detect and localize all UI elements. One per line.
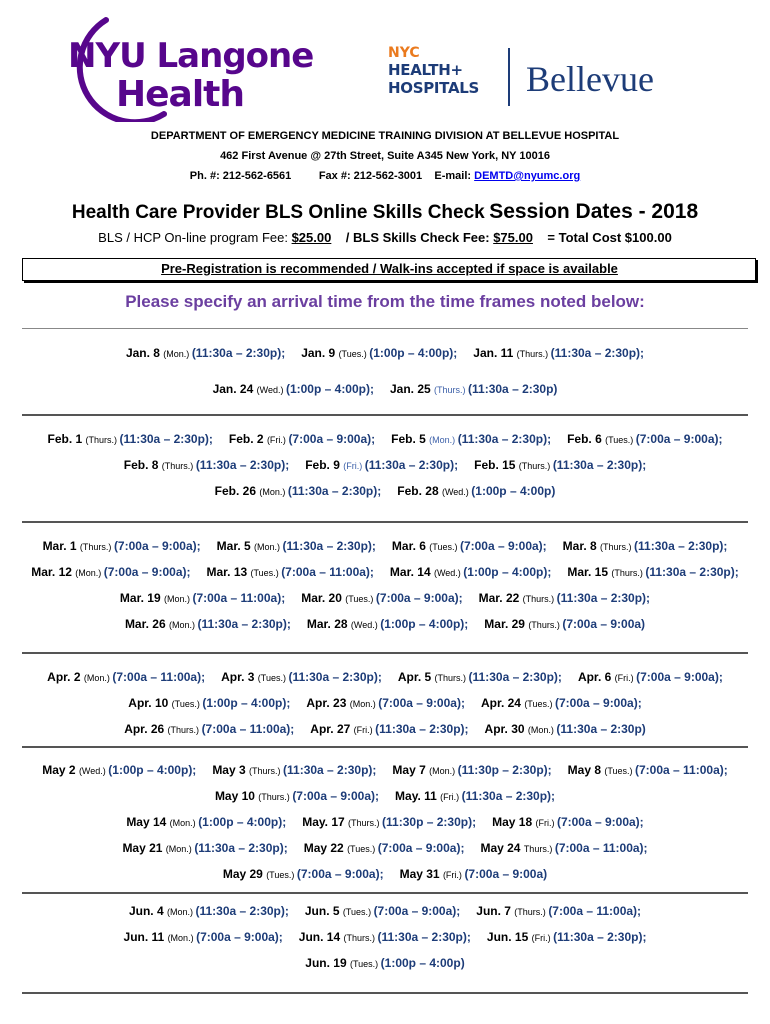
session-date: Feb. 5 xyxy=(391,432,430,446)
session-date: Jun. 14 xyxy=(298,930,344,944)
session-time: (7:00a – 11:00a); xyxy=(112,670,206,684)
session-time: (11:30a – 2:30p); xyxy=(556,591,651,605)
schedule-row-apr xyxy=(0,670,770,684)
schedule-row-apr xyxy=(0,696,770,710)
session-time: (11:30a – 2:30p); xyxy=(282,539,376,553)
session-date: Apr. 30 xyxy=(484,722,528,736)
session-entry xyxy=(563,539,728,553)
session-weekday: (Fri.) xyxy=(531,933,554,943)
session-time: (11:30a – 2:30p); xyxy=(377,930,471,944)
session-weekday: (Mon.) xyxy=(163,349,192,359)
session-date: Feb. 9 xyxy=(305,458,344,472)
session-time: (11:30a – 2:30p); xyxy=(288,670,382,684)
session-weekday: (Fri.) xyxy=(353,725,376,735)
session-time: (7:00a – 9:00a); xyxy=(196,930,283,944)
nyu-langone-logo xyxy=(46,14,314,122)
session-weekday: (Mon.) xyxy=(163,594,193,604)
session-date: May 31 xyxy=(399,867,443,881)
session-entry xyxy=(120,591,285,605)
session-date: Apr. 6 xyxy=(577,670,615,684)
session-weekday: (Tues.) xyxy=(257,673,289,683)
session-weekday: (Tues.) xyxy=(171,699,203,709)
session-time: (1:00p – 4:00p) xyxy=(380,956,465,970)
session-date: Mar. 19 xyxy=(119,591,164,605)
schedule-row-may xyxy=(0,763,770,777)
session-weekday: (Wed.) xyxy=(256,385,286,395)
session-time: (1:00p – 4:00p); xyxy=(202,696,291,710)
session-date: Feb. 26 xyxy=(214,484,260,498)
session-weekday: (Mon.) xyxy=(83,673,113,683)
session-entry xyxy=(305,458,458,472)
session-weekday: (Wed.) xyxy=(350,620,381,630)
page-title xyxy=(0,200,770,224)
session-weekday: (Thurs.) xyxy=(85,435,120,445)
session-entry xyxy=(206,565,373,579)
session-entry xyxy=(306,696,465,710)
session-weekday: (Mon.) xyxy=(165,844,195,854)
session-entry xyxy=(43,539,201,553)
session-date: Jan. 24 xyxy=(212,382,257,396)
department-address: 462 First Avenue @ 27th Street, Suite A345 New York, NY 10016 xyxy=(220,150,550,162)
session-date: May 8 xyxy=(567,763,605,777)
session-time: (11:30a – 2:30p); xyxy=(634,539,728,553)
session-time: (7:00a – 9:00a); xyxy=(554,696,642,710)
session-time: (11:30a – 2:30p); xyxy=(119,432,213,446)
title-part2: Session Dates - 2018 xyxy=(489,200,699,223)
session-entry xyxy=(301,346,457,360)
session-weekday: (Fri.) xyxy=(614,673,637,683)
session-entry xyxy=(578,670,723,684)
session-entry xyxy=(484,617,645,631)
session-weekday: (Mon.) xyxy=(168,620,198,630)
session-weekday: (Tues.) xyxy=(524,699,555,709)
schedule-row-jun xyxy=(0,930,770,944)
session-date: Mar. 20 xyxy=(301,591,346,605)
session-weekday: (Thurs.) xyxy=(611,568,646,578)
session-entry xyxy=(481,696,642,710)
session-date: Mar. 6 xyxy=(391,539,430,553)
session-weekday: (Thurs.) xyxy=(516,349,551,359)
session-time: (11:30a – 2:30p); xyxy=(197,617,291,631)
session-date: May 14 xyxy=(126,815,170,829)
session-date: Mar. 14 xyxy=(389,565,434,579)
session-date: Jun. 4 xyxy=(128,904,167,918)
session-entry xyxy=(223,867,384,881)
session-time: (11:30a – 2:30p); xyxy=(461,789,556,803)
schedule-row-feb xyxy=(0,458,770,472)
session-weekday: (Thurs.) xyxy=(348,818,383,828)
hh-logo-nyc: NYC xyxy=(388,45,420,61)
session-entry xyxy=(126,346,285,360)
session-date: Feb. 28 xyxy=(397,484,442,498)
session-time: (7:00a – 9:00a); xyxy=(459,539,547,553)
session-time: (11:30a – 2:30p); xyxy=(457,432,552,446)
session-entry xyxy=(567,565,738,579)
session-date: May 21 xyxy=(122,841,166,855)
session-entry xyxy=(124,458,289,472)
session-weekday: (Tues.) xyxy=(429,542,460,552)
session-weekday: (Thurs.) xyxy=(343,933,378,943)
session-entry xyxy=(305,904,460,918)
session-date: Mar. 8 xyxy=(562,539,601,553)
session-entry xyxy=(476,904,641,918)
session-entry xyxy=(212,763,376,777)
session-date: Mar. 15 xyxy=(567,565,612,579)
session-date: May 7 xyxy=(392,763,430,777)
session-weekday: (Mon.) xyxy=(429,435,458,445)
session-entry xyxy=(126,815,286,829)
schedule-row-mar xyxy=(0,591,770,605)
session-date: May 24 xyxy=(480,841,524,855)
session-date: Jan. 25 xyxy=(389,382,435,396)
session-time: (7:00a – 9:00a); xyxy=(113,539,201,553)
session-date: Apr. 23 xyxy=(306,696,350,710)
session-time: (11:30a – 2:30p); xyxy=(195,458,290,472)
session-weekday: (Fri.) xyxy=(266,435,289,445)
session-date: Apr. 24 xyxy=(480,696,525,710)
session-entry xyxy=(473,346,644,360)
session-entry xyxy=(310,722,468,736)
session-entry xyxy=(215,484,382,498)
session-time: (11:30a – 2:30p); xyxy=(553,930,647,944)
session-time: (7:00a – 11:00a); xyxy=(192,591,286,605)
session-date: May 22 xyxy=(303,841,348,855)
session-weekday: (Thurs.) xyxy=(434,673,469,683)
session-time: (11:30p – 2:30p); xyxy=(382,815,477,829)
section-divider xyxy=(22,992,748,994)
email-link[interactable]: DEMTD@nyumc.org xyxy=(474,170,581,182)
session-weekday: (Fri.) xyxy=(440,792,462,802)
session-time: (7:00a – 9:00a); xyxy=(635,432,723,446)
session-time: (7:00a – 11:00a); xyxy=(548,904,642,918)
session-date: May 3 xyxy=(212,763,249,777)
session-date: Jan. 9 xyxy=(301,346,339,360)
session-entry xyxy=(390,565,551,579)
session-time: (7:00a – 9:00a); xyxy=(378,696,465,710)
session-date: May 18 xyxy=(492,815,536,829)
session-time: (11:30a – 2:30p); xyxy=(645,565,739,579)
session-date: Mar. 22 xyxy=(478,591,523,605)
session-date: Apr. 10 xyxy=(128,696,172,710)
session-time: (7:00a – 9:00a); xyxy=(103,565,191,579)
session-time: (11:30p – 2:30p); xyxy=(457,763,552,777)
session-entry xyxy=(47,670,205,684)
logo-divider xyxy=(508,48,510,106)
department-header xyxy=(0,126,770,186)
session-time: (11:30a – 2:30p) xyxy=(556,722,646,736)
session-date: Jan. 8 xyxy=(125,346,164,360)
session-weekday: (Thurs.) xyxy=(514,907,549,917)
session-entry xyxy=(398,670,562,684)
session-weekday: (Thurs.) xyxy=(79,542,114,552)
fax-number: Fax #: 212-562-3001 xyxy=(318,170,423,182)
session-entry xyxy=(213,382,374,396)
session-date: Apr. 3 xyxy=(221,670,258,684)
hh-logo-hospitals: HOSPITALS xyxy=(388,79,480,97)
session-entry xyxy=(568,763,728,777)
session-date: Feb. 15 xyxy=(474,458,519,472)
session-date: Apr. 5 xyxy=(397,670,435,684)
schedule-row-jun xyxy=(0,904,770,918)
session-time: (1:00p – 4:00p); xyxy=(369,346,458,360)
session-entry xyxy=(392,539,547,553)
session-entry xyxy=(124,722,294,736)
session-time: (1:00p – 4:00p) xyxy=(471,484,556,498)
schedule-row-jan xyxy=(0,346,770,360)
schedule-row-mar xyxy=(0,617,770,631)
session-time: (7:00a – 9:00a) xyxy=(464,867,548,881)
session-weekday: (Mon.) xyxy=(527,725,557,735)
session-weekday: (Mon.) xyxy=(349,699,379,709)
session-date: Feb. 8 xyxy=(123,458,162,472)
section-divider xyxy=(22,652,748,654)
session-date: Mar. 1 xyxy=(42,539,80,553)
session-entry xyxy=(479,591,650,605)
session-weekday: (Mon.) xyxy=(166,907,196,917)
session-time: (7:00a – 9:00a); xyxy=(636,670,723,684)
section-divider xyxy=(22,414,748,416)
session-entry xyxy=(217,539,376,553)
session-entry xyxy=(301,591,462,605)
session-entry xyxy=(391,432,551,446)
session-date: Mar. 28 xyxy=(306,617,351,631)
session-weekday: (Thurs.) xyxy=(528,620,563,630)
session-date: Jun. 15 xyxy=(486,930,532,944)
session-date: Apr. 27 xyxy=(310,722,354,736)
session-weekday: (Mon.) xyxy=(75,568,104,578)
arrival-heading: Please specify an arrival time from the time frames noted below: xyxy=(125,292,645,311)
session-time: (7:00a – 11:00a); xyxy=(201,722,295,736)
session-entry xyxy=(485,722,646,736)
session-time: (11:30a – 2:30p); xyxy=(191,346,286,360)
section-divider xyxy=(22,746,748,748)
session-weekday: (Thurs.) xyxy=(167,725,202,735)
session-entry xyxy=(122,841,287,855)
session-date: Jan. 11 xyxy=(473,346,517,360)
section-divider xyxy=(22,892,748,894)
email-label: E-mail: xyxy=(434,170,475,182)
session-date: Apr. 26 xyxy=(124,722,168,736)
session-time: (11:30a – 2:30p); xyxy=(283,763,377,777)
department-contact xyxy=(0,166,770,186)
session-time: (7:00a – 9:00a); xyxy=(373,904,461,918)
session-date: May 2 xyxy=(42,763,79,777)
session-time: (1:00p – 4:00p); xyxy=(380,617,469,631)
session-weekday: (Mon.) xyxy=(254,542,283,552)
session-weekday: (Mon.) xyxy=(259,487,288,497)
section-divider xyxy=(22,521,748,523)
session-entry xyxy=(474,458,646,472)
session-entry xyxy=(31,565,190,579)
session-date: Feb. 2 xyxy=(228,432,267,446)
skills-fee-label: / BLS Skills Check Fee: xyxy=(345,230,494,245)
session-weekday: (Fri.) xyxy=(442,870,465,880)
session-time: (7:00a – 9:00a); xyxy=(292,789,380,803)
schedule-row-mar xyxy=(0,565,770,579)
session-entry xyxy=(392,763,551,777)
session-entry xyxy=(128,696,290,710)
session-date: May. 17 xyxy=(302,815,349,829)
session-time: (7:00a – 9:00a); xyxy=(377,841,465,855)
session-entry xyxy=(400,867,548,881)
session-entry xyxy=(395,789,555,803)
session-entry xyxy=(305,956,464,970)
session-entry xyxy=(492,815,644,829)
session-date: May 29 xyxy=(222,867,267,881)
session-time: (11:30a – 2:30p); xyxy=(195,904,289,918)
session-weekday: (Thurs.) xyxy=(258,792,293,802)
session-entry xyxy=(304,841,465,855)
bellevue-logo: Bellevue xyxy=(526,59,654,99)
fee-line xyxy=(0,230,770,245)
session-entry xyxy=(125,617,291,631)
schedule-row-apr xyxy=(0,722,770,736)
session-time: (7:00a – 9:00a); xyxy=(375,591,463,605)
session-time: (1:00p – 4:00p); xyxy=(463,565,552,579)
session-weekday: (Wed.) xyxy=(433,568,464,578)
prereg-notice: Pre-Registration is recommended / Walk-ins accepted if space is available xyxy=(161,261,618,276)
session-entry xyxy=(480,841,647,855)
session-time: (11:30a – 2:30p); xyxy=(194,841,288,855)
session-weekday: (Tues.) xyxy=(605,435,636,445)
schedule-row-feb xyxy=(0,484,770,498)
schedule-row-mar xyxy=(0,539,770,553)
session-time: (11:30a – 2:30p); xyxy=(552,458,647,472)
session-time: (7:00a – 11:00a); xyxy=(281,565,374,579)
session-weekday: (Tues.) xyxy=(342,907,374,917)
session-time: (11:30a – 2:30p) xyxy=(468,382,558,396)
session-entry xyxy=(390,382,557,396)
session-weekday: (Mon.) xyxy=(167,933,197,943)
session-date: Mar. 29 xyxy=(484,617,529,631)
session-weekday: (Wed.) xyxy=(441,487,472,497)
session-time: (7:00a – 9:00a); xyxy=(288,432,376,446)
session-weekday: (Thurs.) xyxy=(600,542,635,552)
session-date: Feb. 1 xyxy=(47,432,86,446)
session-weekday: (Thurs.) xyxy=(522,594,557,604)
session-time: (7:00a – 11:00a); xyxy=(635,763,728,777)
phone-number: Ph. #: 212-562-6561 xyxy=(189,170,292,182)
session-date: May 10 xyxy=(214,789,259,803)
department-name: DEPARTMENT OF EMERGENCY MEDICINE TRAINING DIVISION AT BELLEVUE HOSPITAL xyxy=(150,130,620,142)
schedule-row-jun xyxy=(0,956,770,970)
session-time: (7:00a – 9:00a); xyxy=(296,867,384,881)
online-fee-value: $25.00 xyxy=(291,230,332,245)
session-weekday: (Fri.) xyxy=(535,818,557,828)
session-time: (1:00p – 4:00p); xyxy=(198,815,287,829)
session-entry xyxy=(215,789,379,803)
session-time: (11:30a – 2:30p); xyxy=(364,458,459,472)
title-part1: Health Care Provider BLS Online Skills Check xyxy=(71,202,485,223)
session-date: Apr. 2 xyxy=(47,670,84,684)
session-entry xyxy=(567,432,722,446)
session-date: Jun. 11 xyxy=(123,930,168,944)
session-date: Feb. 6 xyxy=(567,432,606,446)
session-time: (7:00a – 9:00a) xyxy=(562,617,646,631)
schedule-row-jan xyxy=(0,382,770,396)
session-weekday: (Tues.) xyxy=(347,844,378,854)
session-time: (11:30a – 2:30p); xyxy=(468,670,562,684)
session-entry xyxy=(221,670,382,684)
schedule-row-may xyxy=(0,841,770,855)
online-fee-label: BLS / HCP On-line program Fee: xyxy=(98,230,292,245)
session-entry xyxy=(48,432,213,446)
session-date: Jun. 5 xyxy=(304,904,343,918)
session-entry xyxy=(129,904,289,918)
schedule-row-may xyxy=(0,789,770,803)
session-weekday: (Tues.) xyxy=(345,594,376,604)
session-time: (1:00p – 4:00p); xyxy=(285,382,374,396)
session-time: (7:00a – 11:00a); xyxy=(554,841,648,855)
session-date: Mar. 12 xyxy=(31,565,76,579)
session-date: Jun. 7 xyxy=(476,904,515,918)
session-weekday: (Thurs.) xyxy=(161,461,196,471)
session-entry xyxy=(397,484,555,498)
session-entry xyxy=(487,930,647,944)
session-weekday: Thurs.) xyxy=(523,844,555,854)
section-divider xyxy=(22,328,748,329)
total-cost: = Total Cost $100.00 xyxy=(547,230,672,245)
nyu-logo-line2: Health xyxy=(116,74,245,115)
session-weekday: (Mon.) xyxy=(169,818,199,828)
nyc-health-hospitals-logo xyxy=(388,46,498,106)
session-date: Mar. 13 xyxy=(206,565,251,579)
session-entry xyxy=(124,930,283,944)
session-weekday: (Tues.) xyxy=(250,568,282,578)
skills-fee-value: $75.00 xyxy=(493,230,533,245)
session-time: (11:30a – 2:30p); xyxy=(287,484,382,498)
session-weekday: (Wed.) xyxy=(78,766,109,776)
session-date: Mar. 26 xyxy=(124,617,169,631)
schedule-row-may xyxy=(0,867,770,881)
session-weekday: (Mon.) xyxy=(429,766,458,776)
session-weekday: (Thurs.) xyxy=(434,385,469,395)
session-entry xyxy=(299,930,471,944)
session-entry xyxy=(302,815,476,829)
session-entry xyxy=(42,763,196,777)
session-entry xyxy=(229,432,375,446)
nyu-logo-line1: NYU Langone xyxy=(68,36,314,76)
session-weekday: (Thurs.) xyxy=(518,461,553,471)
session-entry xyxy=(307,617,468,631)
schedule-row-may xyxy=(0,815,770,829)
session-time: (11:30a – 2:30p); xyxy=(375,722,469,736)
session-weekday: (Thurs.) xyxy=(249,766,284,776)
session-weekday: (Tues.) xyxy=(338,349,370,359)
session-time: (7:00a – 9:00a); xyxy=(556,815,644,829)
session-weekday: (Tues.) xyxy=(266,870,297,880)
session-weekday: (Tues.) xyxy=(349,959,381,969)
schedule-row-feb xyxy=(0,432,770,446)
hh-logo-health: HEALTH+ xyxy=(388,61,463,79)
session-time: (11:30a – 2:30p); xyxy=(550,346,645,360)
session-date: May. 11 xyxy=(395,789,441,803)
session-date: Jun. 19 xyxy=(305,956,350,970)
session-weekday: (Tues.) xyxy=(604,766,636,776)
session-weekday: (Fri.) xyxy=(343,461,365,471)
session-time: (1:00p – 4:00p); xyxy=(108,763,197,777)
session-date: Mar. 5 xyxy=(216,539,255,553)
